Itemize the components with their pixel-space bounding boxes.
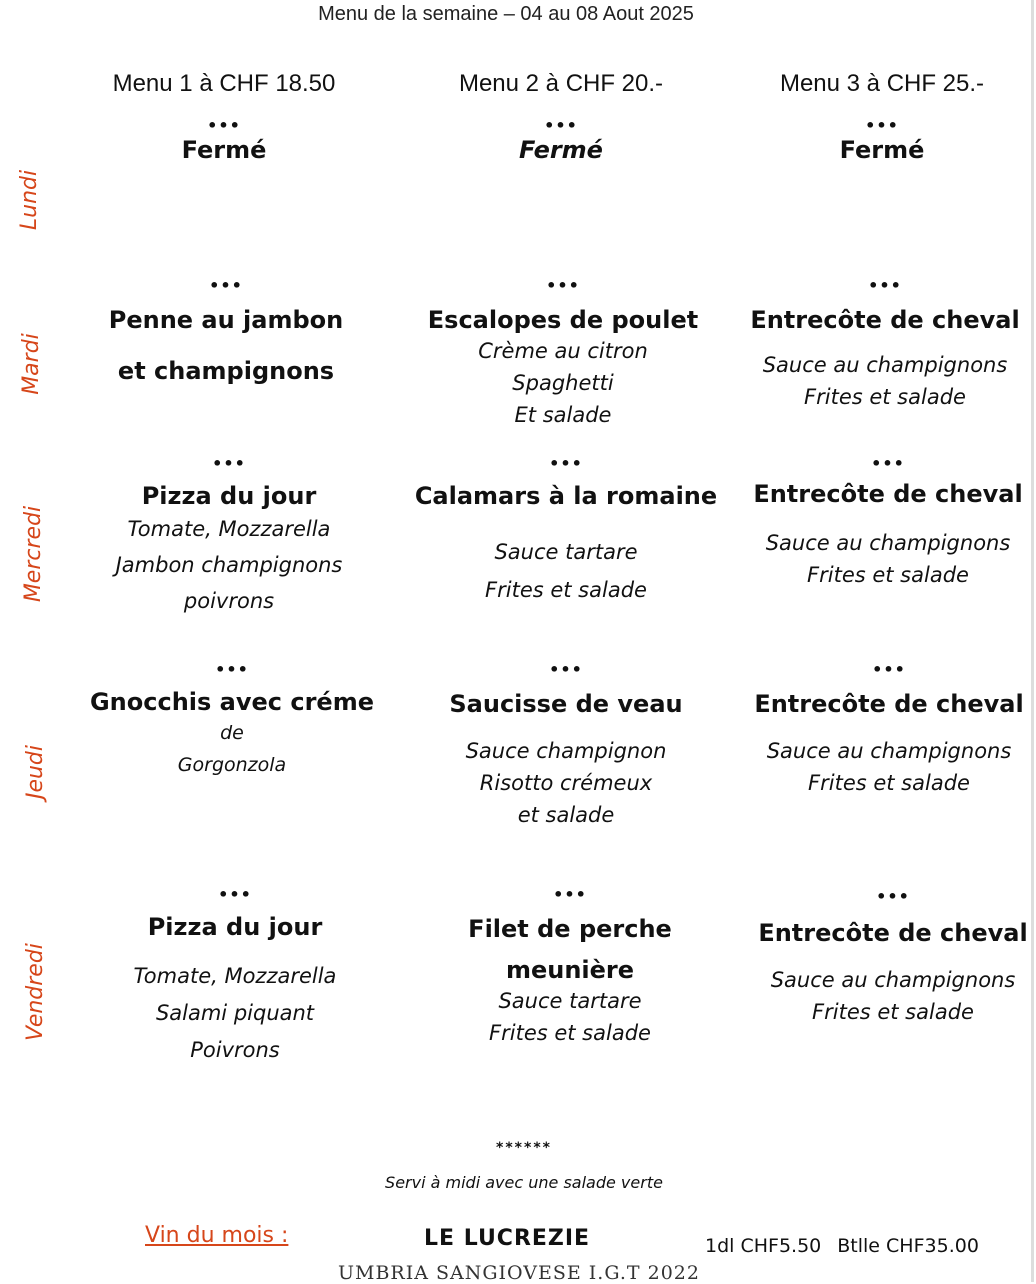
dish-name: Entrecôte de cheval (750, 306, 1020, 334)
day-label-jeudi: Jeudi (23, 744, 48, 800)
dish-name: Entrecôte de cheval (754, 690, 1024, 718)
dish-name: Pizza du jour (141, 482, 317, 510)
separator-dots: ••• (868, 276, 902, 295)
menu-cell-lundi-1 (64, 117, 384, 165)
dish-description (729, 735, 1036, 799)
page-title: Menu de la semaine – 04 au 08 Aout 2025 (318, 3, 694, 25)
footer-stars: ****** (496, 1140, 552, 1156)
separator-dots: ••• (544, 116, 578, 135)
separator-dots: ••• (546, 276, 580, 295)
dish-description (403, 335, 723, 431)
separator-dots: ••• (876, 887, 910, 906)
menu-cell-lundi-2 (401, 117, 721, 165)
separator-dots: ••• (207, 116, 241, 135)
dish-description (69, 511, 389, 619)
desc-line: Sauce au champignons (766, 739, 1012, 763)
dish-name: Calamars à la romaine (414, 482, 718, 510)
menu-2-header: Menu 2 à CHF 20.- (458, 70, 664, 97)
separator-dots: ••• (872, 660, 906, 679)
menu-cell-jeudi-3 (729, 661, 1036, 799)
wine-name: LE LUCREZIE (424, 1226, 591, 1251)
dish-name: Filet de perche (468, 915, 672, 943)
separator-dots: ••• (209, 276, 243, 295)
menu-cell-vendredi-3 (733, 888, 1036, 1028)
footer-note: Servi à midi avec une salade verte (385, 1173, 663, 1192)
desc-line: Frites et salade (812, 1000, 974, 1024)
desc-line: Frites et salade (804, 385, 966, 409)
separator-dots: ••• (212, 454, 246, 473)
dish-name: Escalopes de poulet (427, 306, 699, 334)
dish-name: Entrecôte de cheval (758, 919, 1028, 947)
page-edge-line (1031, 0, 1034, 1282)
desc-line: Gorgonzola (177, 754, 287, 776)
dish-name: Fermé (519, 136, 603, 164)
menu-cell-jeudi-2 (406, 661, 726, 831)
separator-dots: ••• (865, 116, 899, 135)
desc-line: Tomate, Mozzarella (133, 964, 337, 988)
day-label-mercredi: Mercredi (21, 505, 46, 603)
menu-cell-mercredi-1 (69, 455, 389, 619)
desc-line: Tomate, Mozzarella (127, 517, 331, 541)
menu-cell-mercredi-3 (728, 455, 1036, 591)
desc-line: Crème au citron (478, 339, 648, 363)
separator-dots: ••• (215, 660, 249, 679)
separator-dots: ••• (871, 454, 905, 473)
desc-line: et salade (517, 803, 615, 827)
day-label-lundi: Lundi (17, 169, 42, 231)
wine-price-dl: 1dl CHF5.50 (705, 1235, 822, 1257)
desc-line: Frites et salade (807, 563, 969, 587)
desc-line: Frites et salade (485, 578, 647, 602)
wine-prices (705, 1235, 979, 1257)
dish-name: Fermé (181, 136, 267, 164)
dish-description (725, 349, 1036, 413)
dish-name: Penne au jambon (108, 306, 344, 334)
separator-dots: ••• (549, 660, 583, 679)
dish-description (728, 527, 1036, 591)
desc-line: Sauce au champignons (770, 968, 1016, 992)
desc-line: Frites et salade (489, 1021, 651, 1045)
dish-description (75, 958, 395, 1069)
menu-3-header: Menu 3 à CHF 25.- (779, 70, 985, 97)
desc-line: Poivrons (190, 1038, 280, 1062)
dish-name: Saucisse de veau (449, 690, 683, 718)
menu-cell-vendredi-1 (75, 886, 395, 1069)
dish-description (406, 533, 726, 609)
menu-cell-jeudi-1 (72, 661, 392, 781)
dish-description (733, 964, 1036, 1028)
dish-name: meunière (505, 956, 635, 984)
menu-1-header: Menu 1 à CHF 18.50 (112, 70, 336, 97)
wine-price-bottle: Btlle CHF35.00 (837, 1235, 979, 1257)
desc-line: Sauce champignon (465, 739, 667, 763)
desc-line: Sauce tartare (498, 989, 642, 1013)
desc-line: de (220, 722, 244, 744)
dish-description (406, 735, 726, 831)
wine-subtitle: UMBRIA SANGIOVESE I.G.T 2022 (338, 1262, 700, 1284)
desc-line: Risotto crémeux (479, 771, 653, 795)
dish-name: Entrecôte de cheval (753, 480, 1023, 508)
menu-cell-mardi-3 (725, 277, 1036, 413)
menu-cell-mercredi-2 (406, 455, 726, 609)
menu-cell-lundi-3 (722, 117, 1036, 165)
day-label-mardi: Mardi (19, 333, 44, 395)
day-label-vendredi: Vendredi (23, 943, 48, 1041)
wine-of-month-label: Vin du mois : (145, 1223, 289, 1248)
separator-dots: ••• (553, 885, 587, 904)
separator-dots: ••• (549, 454, 583, 473)
desc-line: Sauce au champignons (765, 531, 1011, 555)
dish-description (72, 717, 392, 781)
desc-line: poivrons (183, 589, 275, 613)
desc-line: Et salade (514, 403, 612, 427)
desc-line: Sauce au champignons (762, 353, 1008, 377)
dish-description (410, 985, 730, 1049)
menu-cell-vendredi-2 (410, 886, 730, 1049)
menu-cell-mardi-1 (66, 277, 386, 386)
desc-line: Jambon champignons (115, 553, 343, 577)
dish-name: Pizza du jour (147, 913, 323, 941)
desc-line: Salami piquant (155, 1001, 315, 1025)
desc-line: Frites et salade (808, 771, 970, 795)
desc-line: Sauce tartare (494, 540, 638, 564)
menu-cell-mardi-2 (403, 277, 723, 431)
dish-name: Fermé (839, 136, 925, 164)
dish-name: Gnocchis avec créme (89, 688, 374, 716)
dish-name: et champignons (117, 357, 335, 385)
desc-line: Spaghetti (512, 371, 614, 395)
separator-dots: ••• (218, 885, 252, 904)
